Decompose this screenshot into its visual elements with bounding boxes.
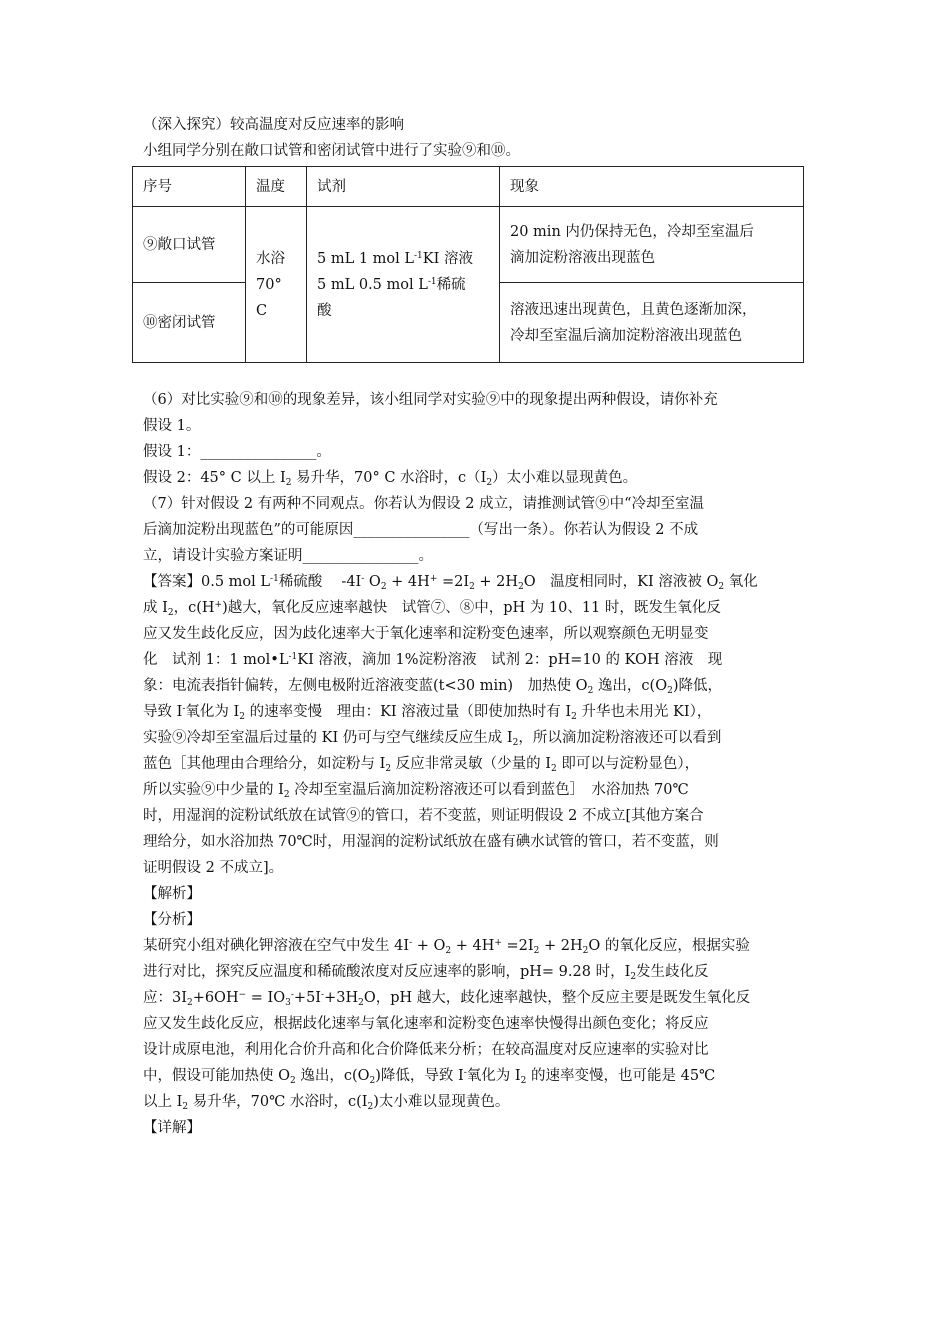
reagent-line (317, 246, 489, 272)
reagent-text: KI 溶液 (422, 250, 473, 267)
temperature-cell (246, 207, 307, 363)
text-run: +3H (324, 990, 359, 1006)
analysis-line (143, 933, 813, 959)
subscript: 2 (533, 946, 540, 956)
subscript: 2 (367, 1102, 374, 1112)
superscript: + (429, 574, 438, 584)
answer-line: 应又发生歧化反应，因为歧化速率大于氧化速率和淀粉变色速率，所以观察颜色无明显变 (143, 626, 709, 642)
text-run: 逸出，c(O (593, 678, 668, 694)
subscript: 2 (182, 1102, 189, 1112)
text-run: + 4H (451, 938, 495, 954)
text-run: =2I (501, 938, 534, 954)
text-run: 氧化为 I (466, 1068, 521, 1084)
phenomenon-line: 冷却至室温后滴加淀粉溶液出现蓝色 (510, 327, 742, 344)
text-run: =2I (437, 574, 470, 590)
subscript: 2 (186, 998, 193, 1008)
subscript: 3 (285, 998, 291, 1008)
text-run: + 2H (474, 574, 519, 590)
analysis-line (143, 985, 813, 1011)
text-run: 逸出，c(O (295, 1068, 370, 1084)
row-id-cell: ⑨敞口试管 (133, 207, 246, 283)
reagent-line: 酸 (317, 302, 332, 319)
reagent-text: 5 mL 0.5 mol L (317, 276, 428, 293)
question-7-line: 立，请设计实验方案证明________________。 (143, 548, 433, 564)
subscript: 2 (167, 608, 174, 618)
text-run: 的速率变慢，也可能是 45℃ (526, 1068, 716, 1084)
question-7-line: 后滴加淀粉出现蓝色”的可能原因________________（写出一条）。你若认为假设 2 不成 (143, 522, 699, 538)
subscript: 2 (283, 790, 290, 800)
phenomenon-cell (500, 283, 804, 363)
superscript: -1 (288, 652, 298, 662)
question-6-line: （6）对比实验⑨和⑩的现象差异，该小组同学对实验⑨中的现象提出两种假设，请你补充 (143, 392, 718, 408)
superscript: - (290, 990, 294, 1000)
text-run: 氧化为 I (185, 704, 240, 720)
text-run: 所以实验⑨中少量的 I (143, 782, 284, 798)
jiexi-heading: 【解析】 (143, 886, 201, 902)
text-run: 易升华，70° C 水浴时，c（I (291, 470, 487, 486)
subscript: 2 (486, 478, 493, 488)
text-run: 的速率变慢 理由：KI 溶液过量（即使加热时有 I (244, 704, 572, 720)
subscript: 2 (718, 582, 725, 592)
text-run: )降低，导致 I (375, 1068, 464, 1084)
analysis-line: 设计成原电池，利用化合价升高和化合价降低来分析；在较高温度对反应速率的实验对比 (143, 1042, 709, 1058)
subscript: 2 (445, 946, 452, 956)
subscript: 2 (551, 764, 557, 774)
subscript: 2 (571, 712, 577, 722)
superscript: - (321, 990, 325, 1000)
subscript: 2 (512, 738, 519, 748)
intro-sentence: 小组同学分别在敞口试管和密闭试管中进行了实验⑨和⑩。 (143, 143, 520, 159)
text-run: 发生歧化反 (636, 964, 709, 980)
subscript: 2 (239, 712, 245, 722)
text-run: 某研究小组对碘化钾溶液在空气中发生 4I (143, 938, 410, 954)
text-run: 稀硫酸 -4I (278, 574, 362, 590)
text-run: 即可以与淀粉显色）， (556, 756, 700, 772)
phenomenon-line: 溶液迅速出现黄色，且黄色逐渐加深， (510, 301, 757, 318)
subscript: 2 (518, 582, 524, 592)
temperature-line: 70° C (256, 276, 282, 319)
subscript: 2 (380, 582, 387, 592)
answer-line: 时，用湿润的淀粉试纸放在试管⑨的管口，若不变蓝，则证明假设 2 不成立[其他方案合 (143, 808, 704, 824)
subscript: 2 (582, 946, 589, 956)
text-run: )降低， (672, 678, 722, 694)
subscript: 2 (630, 972, 637, 982)
reagent-cell (307, 207, 500, 363)
text-run: ，所以滴加淀粉溶液还可以看到 (518, 730, 722, 746)
experiment-table (132, 166, 804, 363)
text-run: 实验⑨冷却至室温后过量的 KI 仍可与空气继续反应生成 I (143, 730, 513, 746)
text-run: + 4H (386, 574, 430, 590)
text-run: 氧化 (724, 574, 758, 590)
hypothesis-2-line (143, 465, 813, 491)
superscript: - (361, 574, 365, 584)
answer-line (143, 751, 813, 777)
answer-line (143, 699, 813, 725)
text-run: +6OH (192, 990, 239, 1006)
subscript: 2 (520, 1076, 527, 1086)
text-run: O 温度相同时，KI 溶液被 O (523, 574, 719, 590)
text-run: 易升华，70℃ 水浴时，c(I (188, 1094, 368, 1110)
subscript: 2 (587, 686, 594, 696)
answer-line (143, 673, 813, 699)
phenomenon-line: 20 min 内仍保持无色，冷却至室温后 (510, 223, 754, 240)
question-6-line: 假设 1。 (143, 418, 201, 434)
text-run: + O (412, 938, 446, 954)
xiangjie-heading: 【详解】 (143, 1120, 201, 1136)
text-run: O，pH 越大，歧化速率越快，整个反应主要是既发生氧化反 (363, 990, 751, 1006)
superscript: -1 (414, 250, 423, 261)
superscript: − (238, 990, 247, 1000)
text-run: O (364, 574, 381, 590)
table-row (133, 207, 804, 283)
table-header-cell: 序号 (133, 167, 246, 207)
text-run: = IO (246, 990, 286, 1006)
text-run: ，c(H (173, 600, 215, 616)
text-run: 冷却至室温后滴加淀粉溶液还可以看到蓝色］ 水浴加热 70℃ (289, 782, 689, 798)
reagent-line (317, 272, 489, 298)
answer-line (143, 595, 813, 621)
subscript: 2 (667, 686, 673, 696)
hypothesis-1-line: 假设 1：________________。 (143, 444, 331, 460)
analysis-line: 应又发生歧化反应，根据歧化速率与氧化速率和淀粉变色速率快慢得出颜色变化；将反应 (143, 1016, 709, 1032)
text-run: 象：电流表指针偏转，左侧电极附近溶液变蓝(t<30 min) 加热使 O (143, 678, 588, 694)
subscript: 2 (369, 1076, 376, 1086)
superscript: + (494, 938, 502, 948)
answer-line (143, 569, 813, 595)
text-run: 反应非常灵敏（少量的 I (391, 756, 552, 772)
reagent-text: 稀硫 (436, 276, 466, 293)
text-run: KI 溶液，滴加 1%淀粉溶液 试剂 2：pH=10 的 KOH 溶液 现 (297, 652, 723, 668)
superscript: -1 (270, 574, 279, 584)
section-heading: （深入探究）较高温度对反应速率的影响 (143, 117, 404, 133)
phenomenon-line: 滴加淀粉溶液出现蓝色 (510, 249, 655, 266)
text-run: 【答案】0.5 mol L (143, 574, 271, 590)
answer-line: 证明假设 2 不成立]。 (143, 860, 284, 876)
text-run: 成 I (143, 600, 168, 616)
text-run: 化 试剂 1：1 mol•L (143, 652, 289, 668)
superscript: - (463, 1068, 467, 1078)
analysis-line (143, 1063, 813, 1089)
table-header-row (133, 167, 804, 207)
text-run: 导致 I (143, 704, 183, 720)
answer-line: 理给分，如水浴加热 70℃时，用湿润的淀粉试纸放在盛有碘水试管的管口，若不变蓝，则 (143, 834, 719, 850)
text-run: 进行对比，探究反应温度和稀硫酸浓度对反应速率的影响，pH= 9.28 时，I (143, 964, 631, 980)
text-run: )太小难以显现黄色。 (373, 1094, 510, 1110)
text-run: 以上 I (143, 1094, 183, 1110)
subscript: 2 (285, 478, 292, 488)
subscript: 2 (385, 764, 392, 774)
phenomenon-cell (500, 207, 804, 283)
row-id-cell: ⑩密闭试管 (133, 283, 246, 363)
text-run: )越大，氧化反应速率越快 试管⑦、⑧中，pH 为 10、11 时，既发生氧化反 (222, 600, 721, 616)
text-run: +5I (293, 990, 322, 1006)
subscript: 2 (290, 1076, 296, 1086)
answer-line (143, 647, 813, 673)
superscript: -1 (427, 276, 437, 287)
table-header-cell: 试剂 (307, 167, 500, 207)
text-run: 升华也未用光 KI）， (576, 704, 712, 720)
text-run: 中，假设可能加热使 O (143, 1068, 290, 1084)
text-run: 应：3I (143, 990, 187, 1006)
subscript: 2 (469, 582, 475, 592)
temperature-line: 水浴 (256, 250, 285, 267)
subscript: 2 (358, 998, 364, 1008)
superscript: - (409, 938, 413, 948)
text-run: 蓝色［其他理由合理给分，如淀粉与 I (143, 756, 386, 772)
superscript: - (182, 704, 186, 714)
text-run: + 2H (539, 938, 583, 954)
text-run: O 的氧化反应，根据实验 (588, 938, 750, 954)
fenxi-heading: 【分析】 (143, 912, 201, 928)
text-run: 假设 2：45° C 以上 I (143, 470, 286, 486)
analysis-line (143, 1089, 813, 1115)
superscript: + (214, 600, 223, 610)
table-header-cell: 温度 (246, 167, 307, 207)
table-header-cell: 现象 (500, 167, 804, 207)
reagent-text: 5 mL 1 mol L (317, 250, 415, 267)
answer-line (143, 725, 813, 751)
analysis-line (143, 959, 813, 985)
text-run: ）太小难以显现黄色。 (492, 470, 638, 486)
question-7-line: （7）针对假设 2 有两种不同观点。你若认为假设 2 成立，请推测试管⑨中“冷却至室温 (143, 496, 705, 512)
answer-line (143, 777, 813, 803)
document-page (143, 112, 813, 1141)
